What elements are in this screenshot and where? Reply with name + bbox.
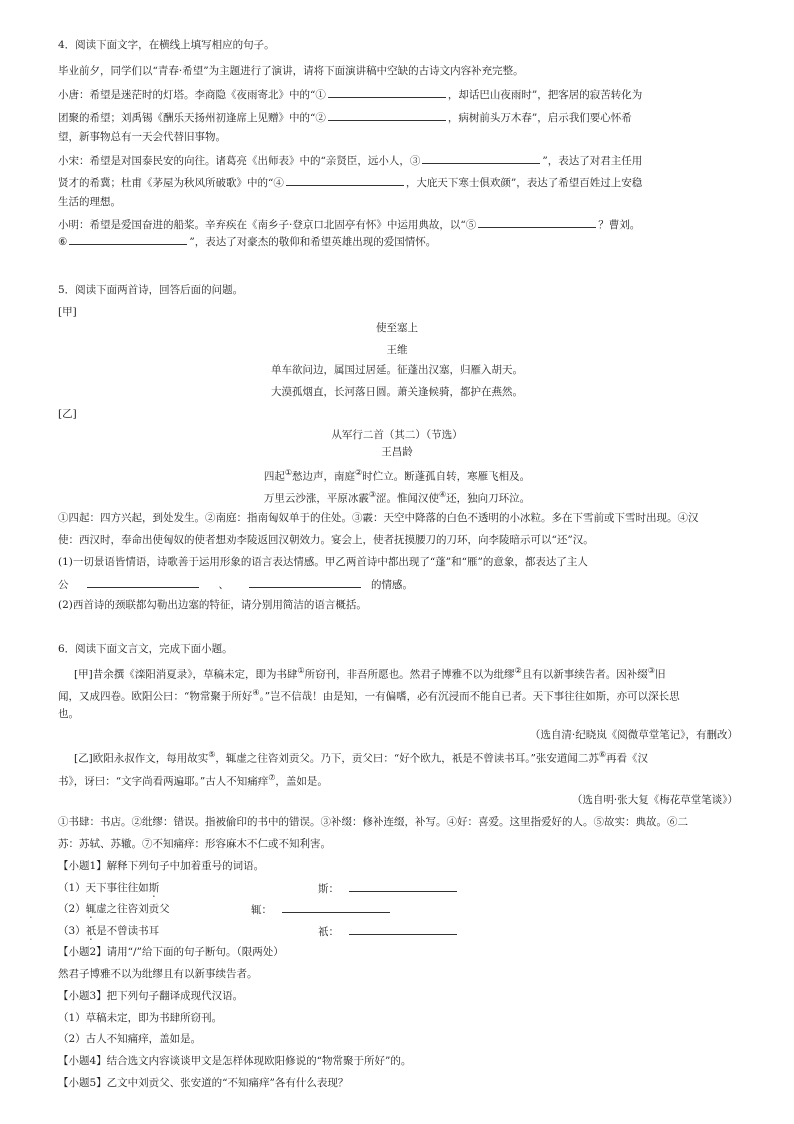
subq2-text: 然君子博雅不以为纰缪且有以新事续告者。 (58, 968, 258, 980)
answer-blank-si[interactable] (349, 881, 457, 892)
subq3-item: （2）古人不知痛痒，盖如是。 (58, 1033, 202, 1045)
answer-blank-4[interactable] (286, 175, 404, 186)
source-jia: （选自清·纪晓岚《阅微草堂笔记》，有删改） (529, 729, 738, 741)
subq2-title: 【小题2】请用“/”给下面的句子断句。（限两处） (58, 946, 284, 958)
q5-sub1-blanks: 公 、 的情感。 (58, 579, 413, 591)
passage-yi: [乙]欧阳永叔作文，每用故实⑤，辄虚之往咨刘贡父。乃下，贡父曰：“好个欧九，祇是不曾读书耳。”张安道闻二苏⑥再看《汉 (74, 750, 649, 765)
subq1-title: 【小题1】解释下列句子中加着重号的词语。 (58, 860, 265, 872)
answer-blank-zhi[interactable] (349, 924, 457, 935)
poem1-line: 单车欲问边，属国过居延。征蓬出汉塞，归雁入胡天。 (271, 364, 523, 376)
passage-yi: 书》，讶曰：“文字尚看两遍耶。”古人不知痛痒⑦，盖如是。 (58, 773, 328, 788)
subq1-answer: 斯： (318, 881, 459, 896)
poem-note: 使：西汉时，奉命出使匈奴的使者想劝李陵返回汉朝效力。宴会上，使者抚摸腰刀的刀环，向李陵暗示可以“还”汉。 (58, 534, 594, 546)
poem1-title: 使至塞上 (376, 322, 418, 334)
q4-intro: 毕业前夕，同学们以“青春·希望”为主题进行了演讲，请将下面演讲稿中空缺的古诗文内容补充完整。 (58, 65, 524, 77)
passage-jia: 也。 (58, 708, 79, 720)
subq3-title: 【小题3】把下列句子翻译成现代汉语。 (58, 990, 244, 1002)
subq3-item: （1）草稿未定，即为书肆所窃刊。 (58, 1012, 223, 1024)
poem2-title: 从军行二首（其二）（节选） (331, 429, 463, 441)
subq1-item: （1）天下事往往如斯 (58, 882, 160, 894)
subq1-answer: 祇： (318, 924, 459, 939)
subq1-item: （3）祇是不曾读书耳 (58, 925, 160, 937)
passage-note: ①书肆：书店。②纰缪：错误。指被偷印的书中的错误。③补缀：修补连缀，补写。④好：喜爱。这里指爱好的人。⑤故实：典故。⑥二 (58, 816, 688, 828)
poem2-line: 四起①愁边声，南庭②时伫立。断蓬孤自转，寒雁飞相及。 (263, 468, 531, 483)
answer-blank-6[interactable] (69, 234, 187, 245)
answer-blank-5[interactable] (478, 217, 596, 228)
subq1-answer: 辄： (251, 902, 392, 917)
q4-line: 生活的理想。 (58, 196, 121, 208)
q4-line: 贤才的希冀；杜甫《茅屋为秋风所破歌》中的“④ ，大庇天下寒士俱欢颜”，表达了希望百姓过上安稳 (58, 177, 643, 189)
poem2-author: 王昌龄 (381, 446, 413, 458)
q4-line: 团聚的希望；刘禹锡《酬乐天扬州初逢席上见赠》中的“② ，病树前头万木春”，启示我们要心怀希 (58, 112, 632, 124)
answer-blank-1[interactable] (328, 87, 446, 98)
q4-line: 望，新事物总有一天会代替旧事物。 (58, 131, 226, 143)
poem-label-yi: [乙] (58, 408, 77, 420)
passage-jia: 闻，又成四卷。欧阳公曰：“物常聚于所好④。”岂不信哉！由是知，一有偏嗜，必有沉浸而不能自已者。天下事往往如斯，亦可以深长思 (58, 688, 680, 703)
q6-title: 6．阅读下面文言文，完成下面小题。 (58, 643, 233, 655)
passage-note: 苏：苏轼、苏辙。⑦不知痛痒：形容麻木不仁或不知利害。 (58, 838, 331, 850)
answer-blank-zhe[interactable] (282, 902, 390, 913)
subq5-title: 【小题5】乙文中刘贡父、张安道的“不知痛痒”各有什么表现？ (58, 1077, 349, 1089)
answer-blank-q5-1[interactable] (87, 577, 199, 588)
poem-note: ①四起：四方兴起，到处发生。②南庭：指南匈奴单于的住处。③霰：天空中降落的白色不透明的小冰粒。多在下雪前或下雪时出现。④汉 (58, 512, 699, 524)
poem1-author: 王维 (386, 344, 408, 356)
answer-blank-3[interactable] (422, 153, 540, 164)
q4-line: ⑥ ”，表达了对豪杰的敬仰和希望英雄出现的爱国情怀。 (58, 236, 437, 248)
source-yi: （选自明·张大复《梅花草堂笔谈》） (571, 794, 738, 806)
passage-jia: [甲]昔余撰《滦阳消夏录》，草稿未定，即为书肆①所窃刊，非吾所愿也。然君子博雅不以为纰缪②且有以新事续告者。因补缀③旧 (74, 666, 666, 681)
answer-blank-2[interactable] (328, 110, 446, 121)
q5-sub2: (2)西首诗的颈联都勾勒出边塞的特征，请分别用简洁的语言概括。 (58, 599, 367, 611)
answer-blank-q5-2[interactable] (249, 577, 361, 588)
poem1-line: 大漠孤烟直，长河落日圆。萧关逢候骑，都护在燕然。 (271, 386, 523, 398)
q4-title: 4．阅读下面文字，在横线上填写相应的句子。 (58, 39, 275, 51)
q5-title: 5．阅读下面两首诗，回答后面的问题。 (58, 284, 244, 296)
poem-label-jia: [甲] (58, 306, 77, 318)
poem2-line: 万里云沙涨，平原冰霰③涩。惟闻汉使④还，独向刀环泣。 (263, 490, 531, 505)
q5-sub1: (1)一切景语皆情语，诗歌善于运用形象的语言表达情感。甲乙两首诗中都出现了“蓬”和“雁”的意象，都表达了主人 (58, 556, 588, 568)
subq4-title: 【小题4】结合选文内容谈谈甲文是怎样体现欧阳修说的“物常聚于所好”的。 (58, 1055, 412, 1067)
q4-line: 小宋：希望是对国泰民安的向往。诸葛亮《出师表》中的“亲贤臣，远小人，③ ”，表达了对君主任用 (58, 155, 643, 167)
q4-line: 小唐：希望是迷茫时的灯塔。李商隐《夜雨寄北》中的“① ，却话巴山夜雨时”，把客居的寂苦转化为 (58, 89, 643, 101)
q4-line: 小明：希望是爱国奋进的船桨。辛弃疾在《南乡子·登京口北固亭有怀》中运用典故，以“⑤ ？曹刘。 (58, 219, 641, 231)
subq1-item: （2）辄虚之往咨刘贡父 (58, 903, 170, 915)
